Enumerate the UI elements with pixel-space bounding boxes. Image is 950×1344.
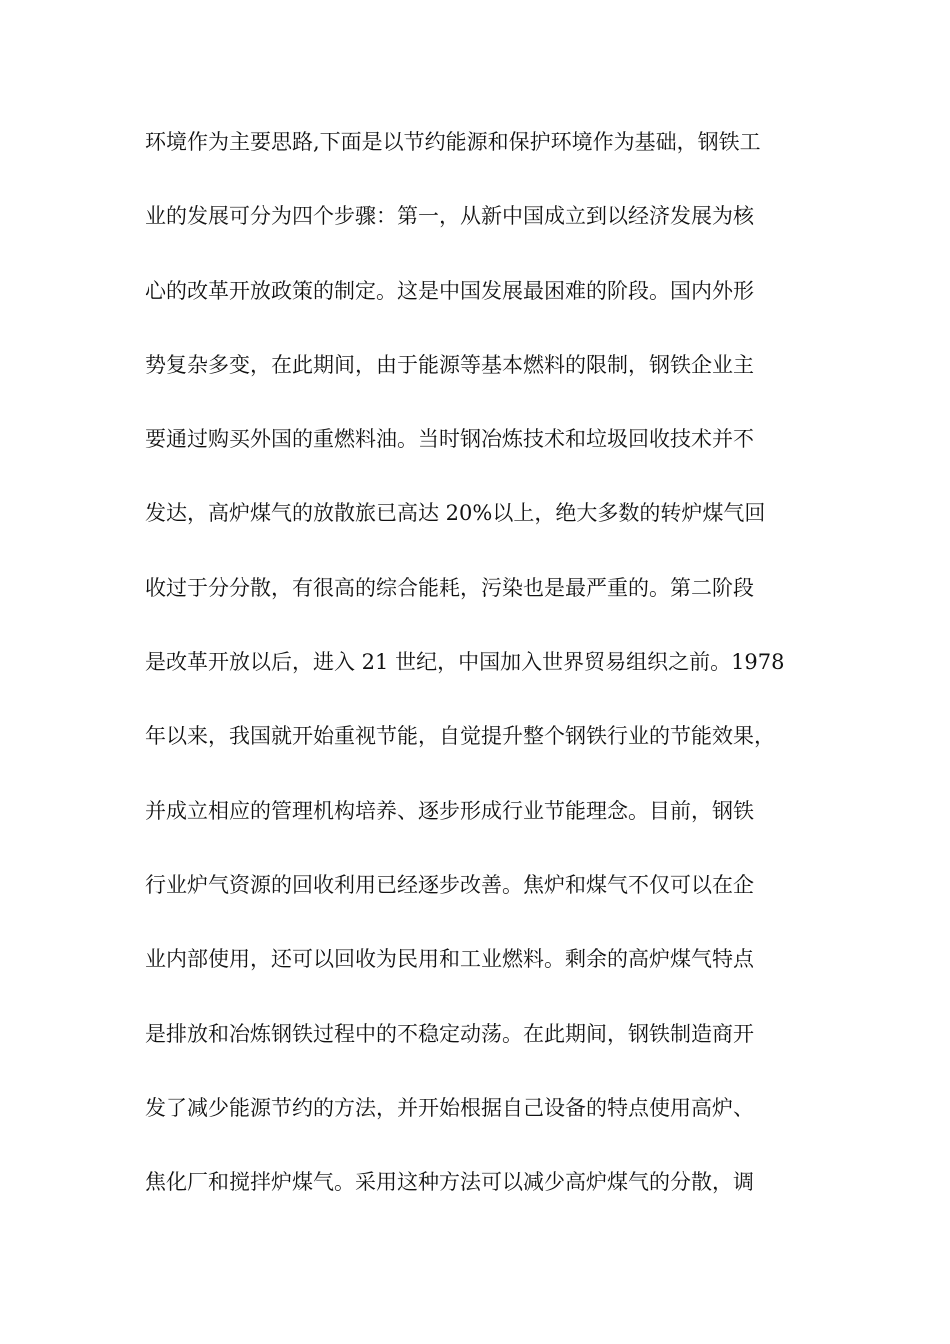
text-line: 焦化厂和搅拌炉煤气。采用这种方法可以减少高炉煤气的分散，调 bbox=[145, 1170, 754, 1195]
text-line: 是排放和冶炼钢铁过程中的不稳定动荡。在此期间，钢铁制造商开 bbox=[145, 1021, 754, 1046]
text-line: 要通过购买外国的重燃料油。当时钢冶炼技术和垃圾回收技术并不 bbox=[145, 427, 754, 452]
text-line: 发达，高炉煤气的放散旅已高达 20%以上，绝大多数的转炉煤气回 bbox=[145, 501, 766, 526]
text-line: 收过于分分散，有很高的综合能耗，污染也是最严重的。第二阶段 bbox=[145, 575, 754, 600]
text-line: 业内部使用，还可以回收为民用和工业燃料。剩余的高炉煤气特点 bbox=[145, 947, 754, 972]
text-line: 业的发展可分为四个步骤：第一，从新中国成立到以经济发展为核 bbox=[145, 204, 754, 229]
text-line: 行业炉气资源的回收利用已经逐步改善。焦炉和煤气不仅可以在企 bbox=[145, 872, 754, 897]
text-line: 势复杂多变，在此期间，由于能源等基本燃料的限制，钢铁企业主 bbox=[145, 352, 754, 377]
text-line: 并成立相应的管理机构培养、逐步形成行业节能理念。目前，钢铁 bbox=[145, 798, 754, 823]
text-line: 环境作为主要思路,下面是以节约能源和保护环境作为基础，钢铁工 bbox=[145, 130, 761, 154]
text-line: 年以来，我国就开始重视节能，自觉提升整个钢铁行业的节能效果， bbox=[145, 724, 775, 749]
text-line: 发了减少能源节约的方法，并开始根据自己设备的特点使用高炉、 bbox=[145, 1095, 754, 1120]
text-line: 是改革开放以后，进入 21 世纪，中国加入世界贸易组织之前。1978 bbox=[145, 650, 785, 675]
text-line: 心的改革开放政策的制定。这是中国发展最困难的阶段。国内外形 bbox=[145, 278, 754, 303]
body-text bbox=[145, 120, 810, 1234]
